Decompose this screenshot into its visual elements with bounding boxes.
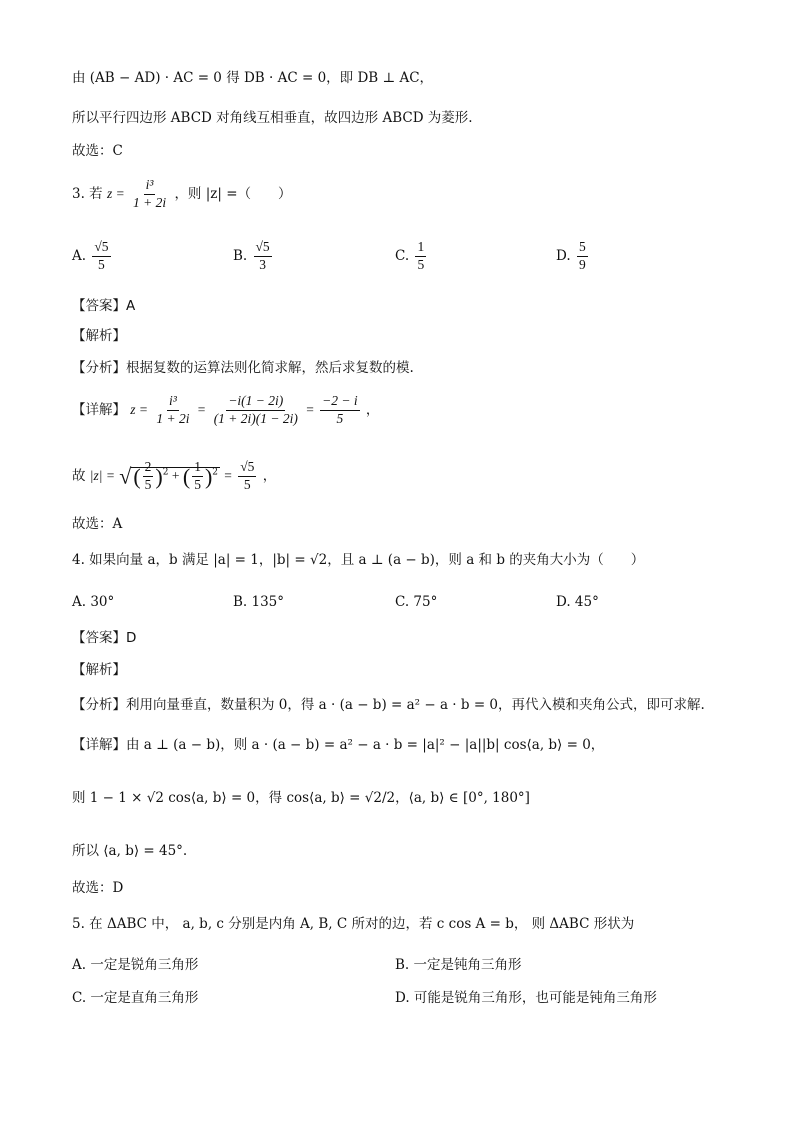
- derivation-4a: [72, 790, 530, 807]
- equals-sign: =: [197, 401, 206, 417]
- fraction-numerator: √5: [92, 240, 110, 257]
- answer-choice-3: [72, 516, 122, 533]
- xiangjie-4-text: 【详解】由 a ⊥ (a − b)，则 a · (a − b) = a² − a · b = |a|² − |a||b| cos⟨a, b⟩ = 0，: [72, 737, 605, 753]
- question-5-option-b: B. 一定是钝角三角形: [395, 957, 522, 973]
- question-3-z: z =: [106, 185, 125, 201]
- option-letter: A.: [72, 247, 91, 264]
- comma: ，: [365, 401, 380, 418]
- sqrt-body: ( $\frac{2}{5}$ )$^2$ + ( $\frac{1}{5}$ )$^2$: [133, 459, 218, 492]
- analysis-3-heading: [72, 328, 126, 345]
- answer-choice-line-2: [72, 143, 123, 160]
- fraction-denominator: 5: [243, 476, 251, 492]
- xiangjie-3-fraction-1: [154, 394, 191, 427]
- question-4-option-a: A. 30°: [72, 594, 115, 610]
- xiangjie-3: [72, 394, 379, 427]
- derivation-4a-text: 则 1 − 1 × √2 cos⟨a, b⟩ = 0，得 cos⟨a, b⟩ = √2/2，⟨a, b⟩ ∈ [0°, 180°]: [72, 790, 530, 806]
- answer-choice-3-text: 故选：A: [72, 516, 123, 532]
- option-fraction: [577, 240, 588, 273]
- fraction-denominator: 5: [98, 256, 105, 272]
- fraction-numerator: 5: [577, 240, 588, 257]
- modulus-3-label: 故: [72, 467, 86, 484]
- fenxi-4-text: 【分析】利用向量垂直，数量积为 0，得 a · (a − b) = a² − a · b = 0，再代入模和夹角公式，即可求解.: [72, 697, 705, 713]
- option-fraction: [254, 240, 272, 273]
- proof-line-2: [72, 110, 473, 127]
- answer-choice-4: [72, 880, 123, 897]
- modulus-fraction-2: [192, 460, 203, 493]
- proof-line-2-text: 所以平行四边形 ABCD 对角线互相垂直，故四边形 ABCD 为菱形.: [72, 110, 473, 126]
- modulus-result-fraction: [238, 460, 256, 493]
- question-3-option-b: [233, 240, 274, 273]
- fraction-denominator: 1 + 2i: [133, 194, 167, 210]
- question-4-option-d: D. 45°: [556, 594, 599, 610]
- question-3-suffix: ，则 |z| =（ ）: [174, 185, 292, 202]
- answer-4-text: 【答案】D: [72, 630, 137, 646]
- derivation-4b: [72, 843, 187, 860]
- xiangjie-3-z: z =: [130, 401, 149, 417]
- answer-choice-4-text: 故选：D: [72, 880, 124, 896]
- fraction-denominator: 5: [194, 476, 201, 492]
- xiangjie-3-fraction-2: [212, 394, 300, 427]
- option-letter: C.: [395, 247, 414, 264]
- analysis-3-text: 【解析】: [72, 328, 126, 344]
- derivation-4b-text: 所以 ⟨a, b⟩ = 45°.: [72, 843, 188, 859]
- option-letter: B.: [233, 247, 252, 264]
- modulus-3: [72, 460, 276, 493]
- fraction-numerator: i³: [144, 178, 156, 195]
- fraction-denominator: 9: [578, 256, 586, 272]
- analysis-4-heading: [72, 662, 126, 679]
- question-5-text: 5. 在 ΔABC 中， a, b, c 分别是内角 A, B, C 所对的边，若 c cos A = b， 则 ΔABC 形状为: [72, 916, 635, 932]
- fraction-numerator: √5: [238, 460, 256, 477]
- fenxi-3-text: 【分析】根据复数的运算法则化简求解，然后求复数的模.: [72, 360, 414, 376]
- xiangjie-3-label: 【详解】: [72, 401, 126, 418]
- question-5: [72, 916, 634, 933]
- fraction-numerator: 1: [415, 240, 426, 257]
- option-letter: D.: [556, 247, 575, 264]
- fraction-denominator: 5: [336, 410, 344, 426]
- question-4-option-c: C. 75°: [395, 594, 438, 610]
- modulus-fraction-1: [143, 460, 154, 493]
- fraction-denominator: 5: [417, 256, 425, 272]
- fraction-denominator: 1 + 2i: [156, 410, 190, 426]
- fraction-denominator: (1 + 2i)(1 − 2i): [213, 410, 298, 426]
- xiangjie-3-fraction-3: [320, 394, 359, 427]
- question-5-option-d: D. 可能是锐角三角形，也可能是钝角三角形: [395, 990, 657, 1006]
- question-3-option-a: [72, 240, 113, 273]
- question-5-option-a: A. 一定是锐角三角形: [72, 957, 199, 973]
- question-3-fraction: [131, 178, 168, 211]
- fraction-numerator: i³: [167, 394, 179, 411]
- comma: ，: [262, 467, 277, 484]
- question-3-option-c: [395, 240, 428, 273]
- fraction-denominator: 5: [144, 476, 152, 492]
- fraction-numerator: 1: [192, 460, 203, 477]
- question-3-number: 3. 若: [72, 185, 103, 202]
- question-5-option-c: C. 一定是直角三角形: [72, 990, 199, 1006]
- answer-3: [72, 298, 135, 315]
- answer-3-text: 【答案】A: [72, 298, 136, 314]
- equals-sign: =: [306, 401, 314, 417]
- question-4-text: 4. 如果向量 a，b 满足 |a| = 1，|b| = √2，且 a ⊥ (a − b)，则 a 和 b 的夹角大小为（ ）: [72, 552, 645, 568]
- equals-sign: =: [224, 467, 232, 483]
- option-fraction: [415, 240, 426, 273]
- fenxi-4: [72, 697, 705, 714]
- xiangjie-4: [72, 737, 604, 754]
- fenxi-3: [72, 360, 414, 377]
- fraction-numerator: −2 − i: [320, 394, 359, 411]
- option-fraction: [92, 240, 110, 273]
- fraction-numerator: 2: [143, 460, 154, 477]
- fraction-numerator: −i(1 − 2i): [226, 394, 285, 411]
- fraction-numerator: √5: [254, 240, 272, 257]
- modulus-3-lhs: |z| =: [89, 467, 115, 483]
- fraction-denominator: 3: [259, 256, 266, 272]
- question-4: [72, 552, 644, 569]
- question-4-option-b: B. 135°: [233, 594, 285, 610]
- proof-line-1-text: 由 (AB − AD) · AC = 0 得 DB · AC = 0，即 DB ⊥ AC，: [72, 70, 434, 86]
- analysis-4-text: 【解析】: [72, 662, 126, 678]
- answer-4: [72, 630, 136, 647]
- question-3: [72, 178, 292, 211]
- proof-line-1: [72, 70, 433, 87]
- sqrt-sign: √: [119, 463, 132, 489]
- question-3-option-d: [556, 240, 590, 273]
- answer-choice-text: 故选：C: [72, 143, 123, 159]
